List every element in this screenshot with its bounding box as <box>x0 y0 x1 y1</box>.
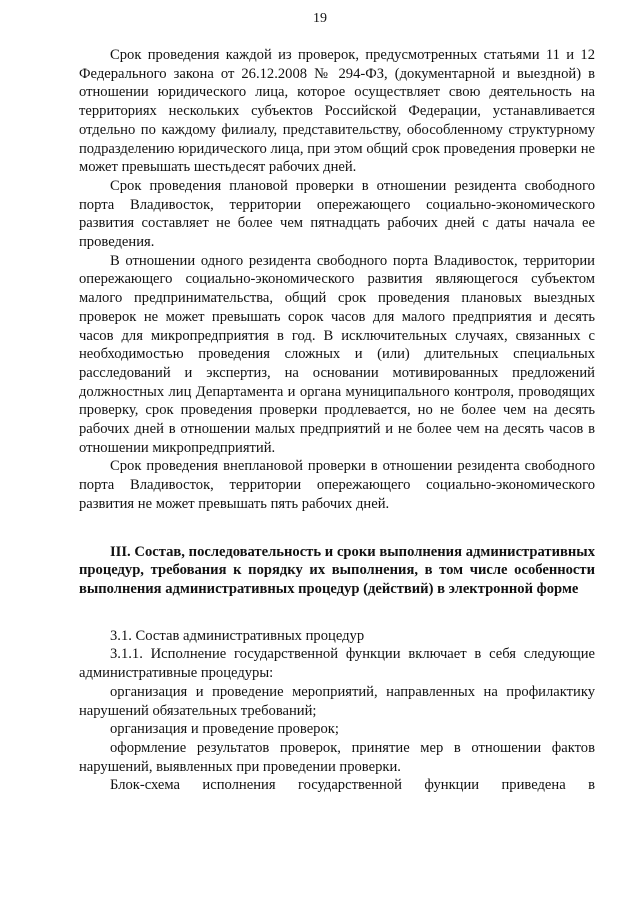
page-number: 19 <box>313 11 327 26</box>
procedure-item-prevention: организация и проведение мероприятий, направленных на профилактику нарушений обязательных требований; <box>79 683 595 719</box>
paragraph-small-business-inspection: В отношении одного резидента свободного порта Владивосток, территории опережающего социально-экономического развития являющегося субъектом малого предпринимательства, общий срок проведения плановых выездных проверок не может превышать сорок часов для малого предприятия и десять часов для микропредприятия в год. В исключительных случаях, связанных с необходимостью проведения сложных и (или) длительных специальных расследований и экспертиз, на основании мотивированных предложений должностных лиц Департамента и органа муниципального контроля, проводящих проверку, срок проведения проверки продлевается, но не более чем на десять рабочих дней в отношении малых предприятий и не более чем на десять часов в отношении микропредприятий. <box>79 252 595 456</box>
procedure-item-inspections: организация и проведение проверок; <box>110 721 339 738</box>
procedure-item-results: оформление результатов проверок, принятие мер в отношении фактов нарушений, выявленных при проведении проверки. <box>79 739 595 775</box>
block-diagram-reference: Блок-схема исполнения государственной функции приведена в <box>110 777 595 794</box>
section-heading-iii: III. Состав, последовательность и сроки выполнения административных процедур, требования к порядку их выполнения, в том числе особенности выполнения административных процедур (действий) в электронной форме <box>79 543 595 597</box>
paragraph-planned-inspection-resident: Срок проведения плановой проверки в отношении резидента свободного порта Владивосток, территории опережающего социально-экономического развития составляет не более чем пятнадцать рабочих дней с даты начала ее проведения. <box>79 177 595 251</box>
subsection-title-3-1: 3.1. Состав административных процедур <box>110 627 365 644</box>
document-body <box>79 46 595 795</box>
paragraph-unscheduled-inspection: Срок проведения внеплановой проверки в отношении резидента свободного порта Владивосток, территории опережающего социально-экономического развития не может превышать пять рабочих дней. <box>79 458 595 512</box>
paragraph-inspection-duration-branches: Срок проведения каждой из проверок, предусмотренных статьями 11 и 12 Федерального закона от 26.12.2008 № 294-ФЗ, (документарной и выездной) в отношении юридического лица, которое осуществляет свою деятельность на территориях нескольких субъектов Российской Федерации, устанавливается отдельно по каждому филиалу, представительству, обособленному структурному подразделению юридического лица, при этом общий срок проведения проверки не может превышать шестьдесят рабочих дней. <box>79 47 595 176</box>
clause-3-1-1: 3.1.1. Исполнение государственной функции включает в себя следующие административные процедуры: <box>79 646 595 682</box>
